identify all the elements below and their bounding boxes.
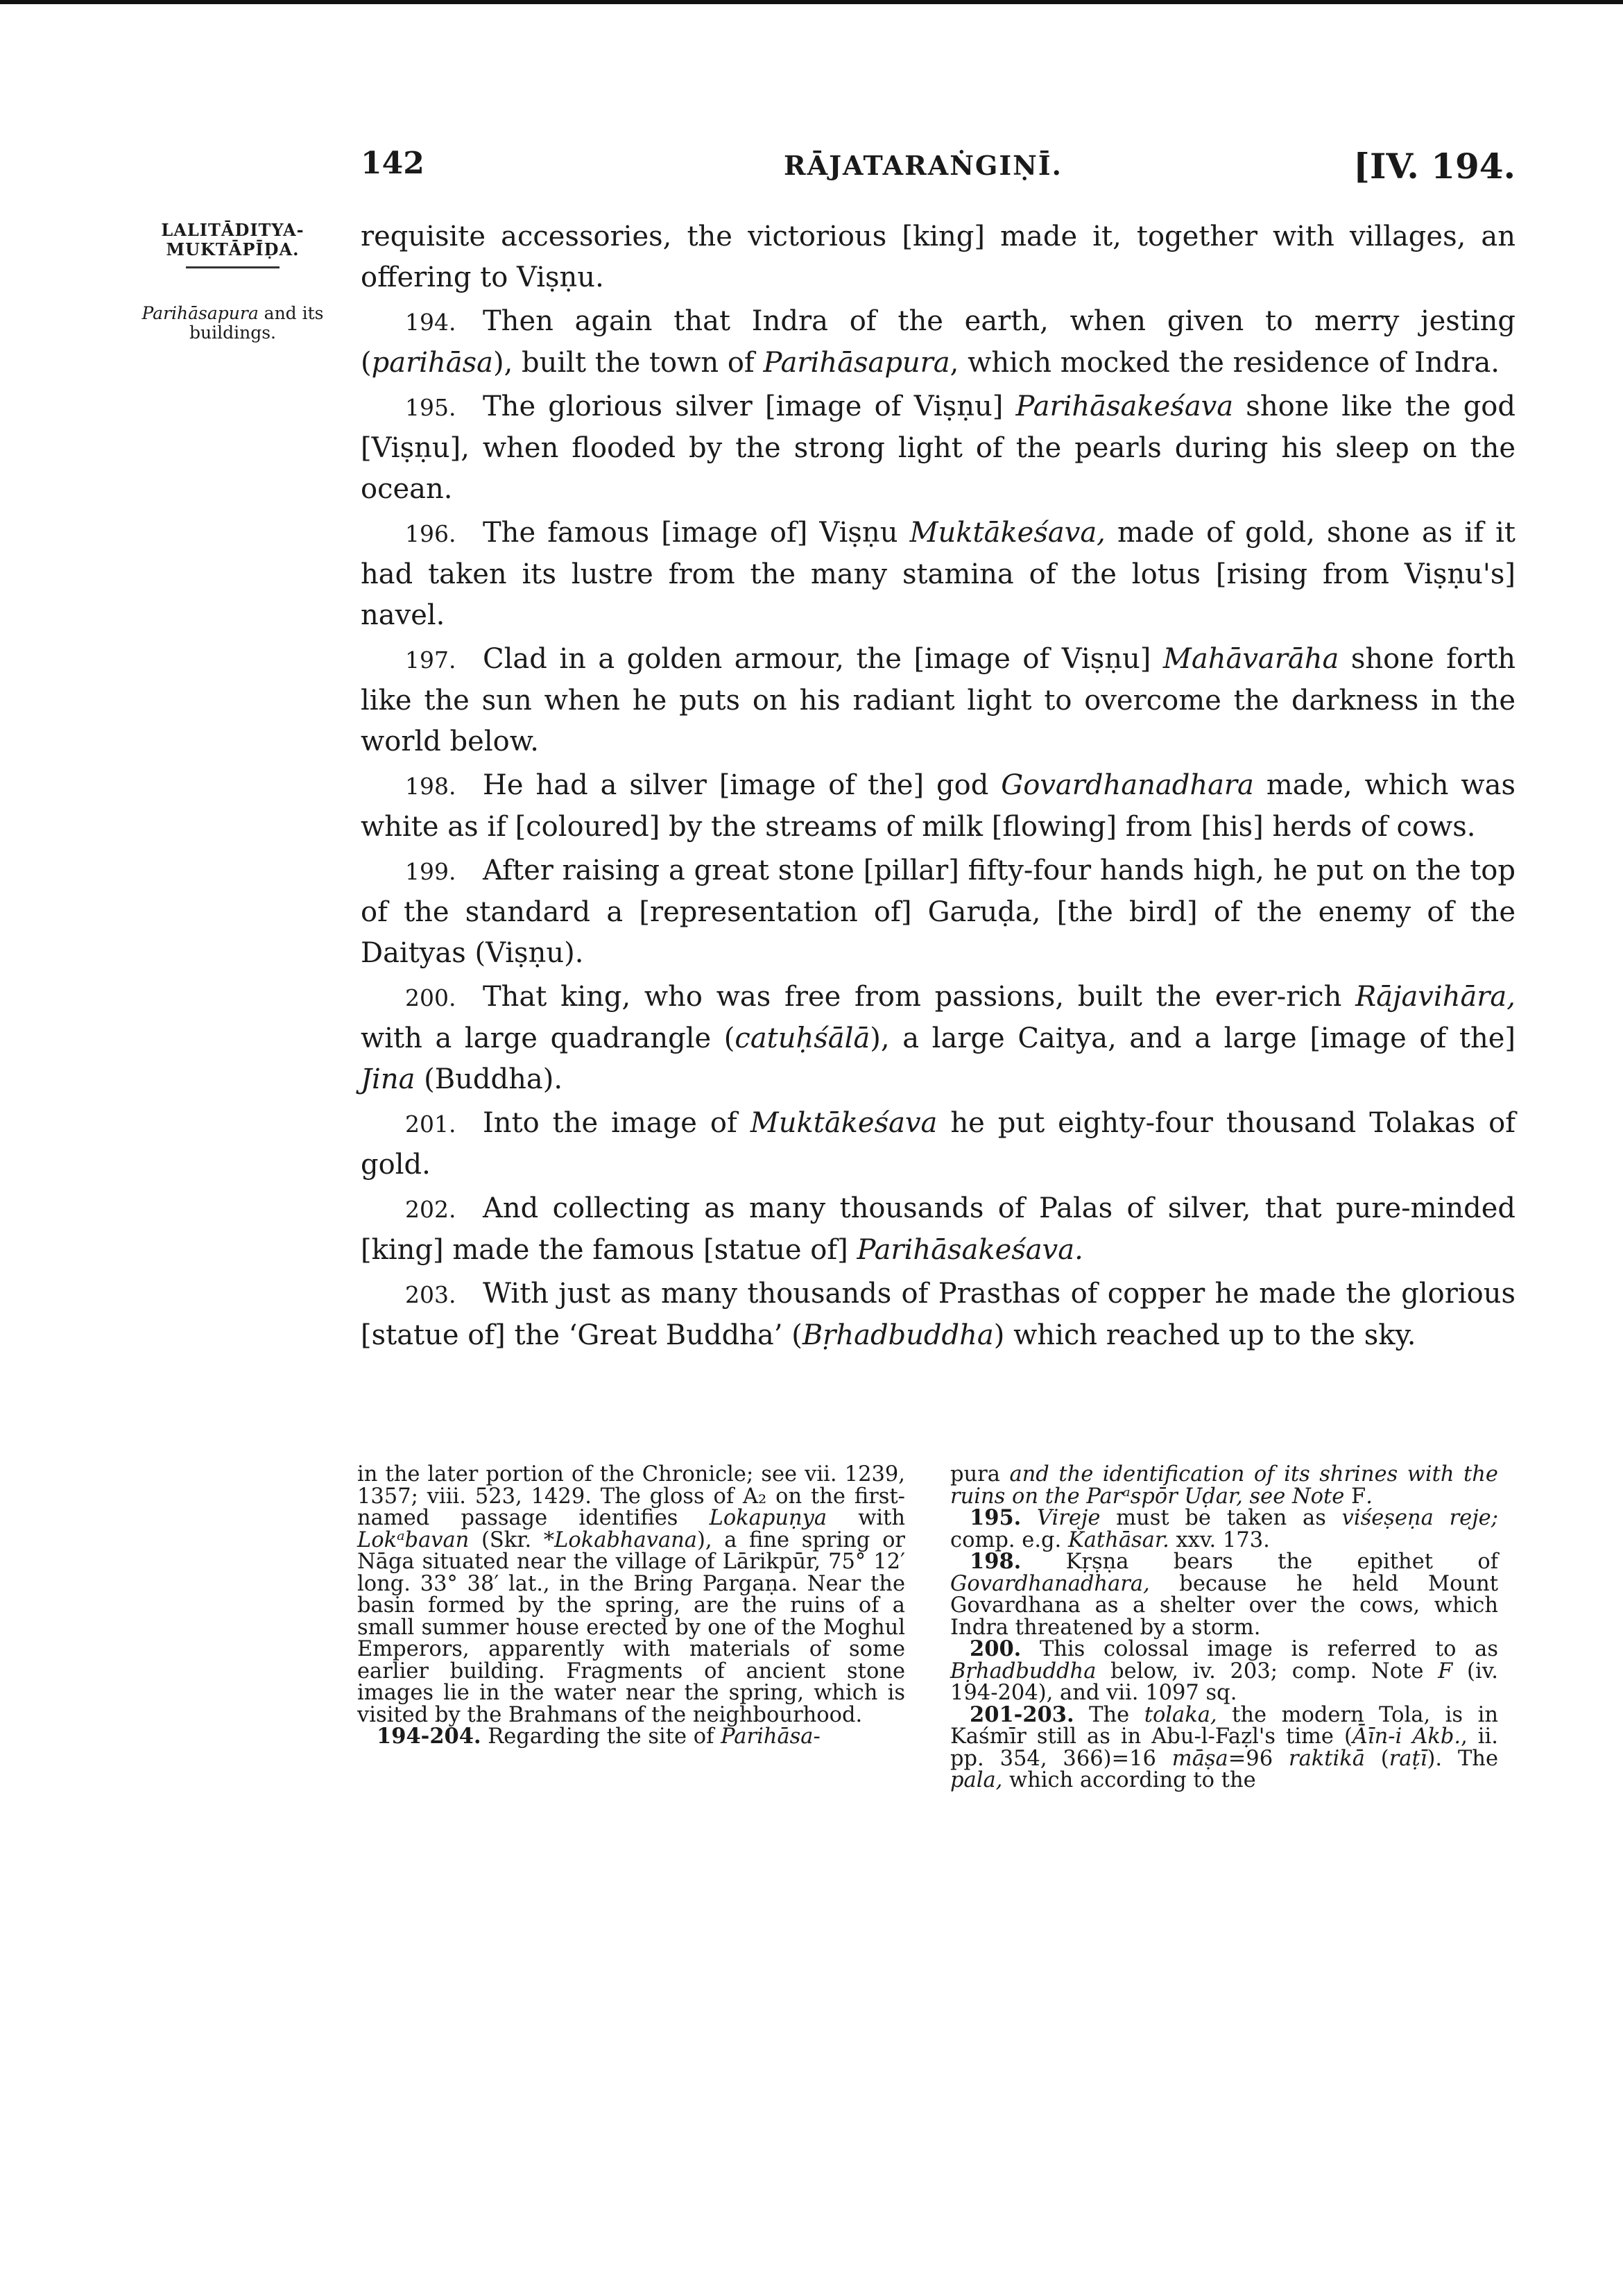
text-run: Then again that Indra of the earth, when given to merry jesting (	[361, 305, 1515, 379]
text-run: =96	[1228, 1746, 1289, 1771]
italic-term: Parihāsakeśava	[1015, 391, 1234, 422]
text-run: The famous [image of] Viṣṇu	[483, 517, 910, 549]
text-run: made of gold, shone as if it had taken its lustre from the many stamina of the lotus [rising from Viṣṇu's] navel.	[361, 517, 1515, 631]
text-run: That king, who was free from passions, built the ever-rich	[483, 981, 1356, 1013]
italic-term: Mahāvarāha	[1162, 643, 1339, 675]
text-run: ), a large Caitya, and a large [image of the]	[870, 1022, 1515, 1054]
footnote-number: 201-203.	[970, 1702, 1074, 1727]
top-border-rule	[0, 0, 1623, 4]
verse-number: 196.	[405, 520, 456, 547]
verse-paragraph	[361, 301, 1515, 384]
text-run: Regarding the site of	[481, 1724, 721, 1749]
text-run: (Buddha).	[415, 1063, 563, 1095]
text-run: Clad in a golden armour, the [image of Viṣṇu]	[483, 643, 1163, 675]
verse-paragraph	[361, 386, 1515, 510]
text-run: which according to the	[1002, 1768, 1256, 1792]
continuation-paragraph: requisite accessories, the victorious [king] made it, together with villages, an offering to Viṣṇu.	[361, 221, 1515, 293]
margin-note	[123, 304, 342, 343]
text-run: This colossal image is referred to as	[1021, 1637, 1498, 1661]
footnote-number: 195.	[970, 1505, 1022, 1530]
text-run: , which mocked the residence of Indra.	[950, 347, 1500, 379]
text-run: And collecting as many thousands of Palas of silver, that pure-minded [king] made the famous [statue of]	[361, 1192, 1515, 1266]
verse-number: 202.	[405, 1196, 456, 1223]
text-run: He had a silver [image of the] god	[483, 769, 1002, 801]
text-run: below, iv. 203; comp. Note	[1096, 1659, 1439, 1684]
text-run: After raising a great stone [pillar] fifty-four hands high, he put on the top of the standard a [representation of] Garuḍa, [the bird] of the enemy of the Daityas (Viṣṇu).	[361, 855, 1515, 969]
text-run: Kṛṣṇa bears the epithet of	[1021, 1550, 1498, 1574]
text-run: with	[827, 1506, 905, 1530]
italic-term: Lokapuṇya	[709, 1506, 827, 1530]
verse-number: 203.	[405, 1281, 456, 1308]
footnote-paragraph	[950, 1551, 1498, 1638]
text-run: With just as many thousands of Prasthas of copper he made the glorious [statue of] the ‘Great Buddha’ (	[361, 1278, 1515, 1351]
text-run: ), built the town of	[492, 347, 764, 379]
text-run: shone forth like the sun when he puts on his radiant light to overcome the darkness in the world below.	[361, 643, 1516, 757]
text-run: because he held Mount Govardhana as a shelter over the cows, which Indra threatened by a storm.	[950, 1571, 1498, 1640]
italic-term: F	[1438, 1659, 1453, 1684]
footnote-number: 198.	[970, 1549, 1022, 1574]
footnote-number: 200.	[970, 1636, 1022, 1661]
running-title: RĀJATARAṄGIṆĪ.	[784, 150, 1063, 181]
text-run: (Skr.	[469, 1527, 544, 1552]
margin-heading	[158, 221, 307, 259]
italic-term: and the identification of its shrines with the ruins on the Parᵃspōr Uḍar, see Note	[950, 1462, 1498, 1509]
margin-divider	[186, 266, 280, 268]
verse-number: 194.	[405, 309, 456, 336]
text-run: in the later portion of the Chronicle; see vii. 1239, 1357; viii. 523, 1429. The gloss of A₂ on the first-named passage identifies	[357, 1462, 905, 1530]
text-run: The glorious silver [image of Viṣṇu]	[483, 391, 1016, 422]
italic-term: catuḥśālā	[735, 1022, 870, 1054]
text-run: made, which was white as if [coloured] by the streams of milk [flowing] from [his] herds of cows.	[361, 769, 1516, 843]
text-run: shone like the god [Viṣṇu], when flooded by the strong light of the pearls during his sleep on the ocean.	[361, 391, 1515, 505]
section-reference: [IV. 194.	[1353, 146, 1515, 187]
italic-term: viśeṣeṇa reje;	[1341, 1506, 1498, 1530]
verse-paragraph	[361, 977, 1515, 1100]
footnote-paragraph	[950, 1704, 1498, 1792]
italic-term: .	[1366, 1484, 1373, 1509]
text-run: F	[1351, 1484, 1366, 1509]
text-run: comp. e.g.	[950, 1527, 1068, 1552]
italic-term: Rājavihāra,	[1355, 981, 1515, 1013]
text-run: , ii. pp. 354, 366)=16	[950, 1724, 1498, 1771]
text-run: (iv. 194-204), and vii. 1097 sq.	[950, 1659, 1499, 1705]
text-run: with a large quadrangle (	[361, 1022, 735, 1054]
italic-term: Muktākeśava	[750, 1107, 938, 1139]
text-run: ). The	[1427, 1746, 1498, 1771]
italic-term: Kathāsar.	[1067, 1527, 1169, 1552]
italic-term: tolaka,	[1144, 1702, 1217, 1727]
footnote-column-right	[950, 1464, 1498, 1792]
italic-term: raṭī	[1389, 1746, 1427, 1771]
verse-number: 198.	[405, 773, 456, 800]
text-run: (	[1364, 1746, 1389, 1771]
verse-number: 201.	[405, 1111, 456, 1138]
italic-term: Bṛhadbuddha	[802, 1319, 994, 1351]
margin-note-text: and its buildings.	[189, 303, 324, 343]
italic-term: Vireje	[1037, 1506, 1101, 1530]
text-run: ), a fine spring or Nāga situated near the village of Lārikpūr, 75° 12′ long. 33° 38′ lat., in the Bring Pargaṇa. Near the basin formed by the spring, are the ruins of a small summer house erected by one of the Moghul Emperors, apparently with materials of some earlier building. Fragments of ancient stone images lie in the water near the spring, which is visited by the Brahmans of the neighbourhood.	[357, 1527, 906, 1727]
italic-term: Lokᵃbavan	[357, 1527, 470, 1552]
text-run	[1021, 1506, 1037, 1530]
text-run: pura	[950, 1462, 1000, 1487]
footnote-paragraph	[950, 1507, 1498, 1551]
margin-heading-line: MUKTĀPĪḌA.	[166, 239, 300, 259]
verse-paragraph	[361, 1188, 1515, 1271]
footnote-paragraph	[357, 1464, 905, 1726]
verse-number: 195.	[405, 394, 456, 421]
verse-paragraph	[361, 1274, 1515, 1356]
text-run: the modern Tola, is in Kaśmīr still as in Abu-l-Faẓl's time (	[950, 1702, 1498, 1749]
text-run: ) which reached up to the sky.	[993, 1319, 1416, 1351]
verse-paragraphs	[361, 301, 1515, 1356]
italic-term: *Lokabhavana	[543, 1527, 697, 1552]
footnote-paragraph	[950, 1638, 1498, 1704]
text-run: xxv. 173.	[1169, 1527, 1270, 1552]
page-header	[361, 146, 1515, 187]
page-number: 142	[361, 146, 424, 181]
text-run: Into the image of	[483, 1107, 750, 1139]
footnote-paragraph	[357, 1726, 905, 1748]
margin-heading-line: LALITĀDITYA-	[161, 220, 304, 240]
italic-term: raktikā	[1288, 1746, 1365, 1771]
verse-number: 197.	[405, 646, 456, 674]
verse-paragraph	[361, 765, 1515, 848]
italic-term: Parihāsapura	[763, 347, 950, 379]
italic-term: Govardhanadhara	[1001, 769, 1254, 801]
verse-number: 199.	[405, 858, 456, 885]
text-run: he put eighty-four thousand Tolakas of gold.	[361, 1107, 1515, 1181]
margin-note-name: Parihāsapura	[141, 303, 259, 323]
verse-number: 200.	[405, 984, 456, 1011]
italic-term: Parihāsa-	[721, 1724, 821, 1749]
verse-paragraph	[361, 1103, 1515, 1185]
verse-paragraph	[361, 850, 1515, 974]
italic-term: pala,	[950, 1768, 1003, 1792]
italic-term: māṣa	[1171, 1746, 1228, 1771]
footnote-number: 194-204.	[377, 1724, 481, 1749]
italic-term: Āīn-i Akb.	[1352, 1724, 1461, 1749]
text-run: The	[1074, 1702, 1144, 1727]
verse-paragraph	[361, 639, 1515, 762]
main-text	[361, 216, 1515, 1356]
text-run: must be taken as	[1100, 1506, 1342, 1530]
italic-term: Muktākeśava,	[909, 517, 1106, 549]
italic-term: parihāsa	[371, 347, 493, 379]
italic-term: Jina	[361, 1063, 415, 1095]
footnote-paragraph	[950, 1464, 1498, 1507]
italic-term: Govardhanadhara,	[950, 1571, 1150, 1596]
italic-term: Bṛhadbuddha	[950, 1659, 1097, 1684]
verse-paragraph	[361, 513, 1515, 636]
footnote-column-left	[357, 1464, 905, 1748]
italic-term: Parihāsakeśava.	[857, 1234, 1083, 1266]
